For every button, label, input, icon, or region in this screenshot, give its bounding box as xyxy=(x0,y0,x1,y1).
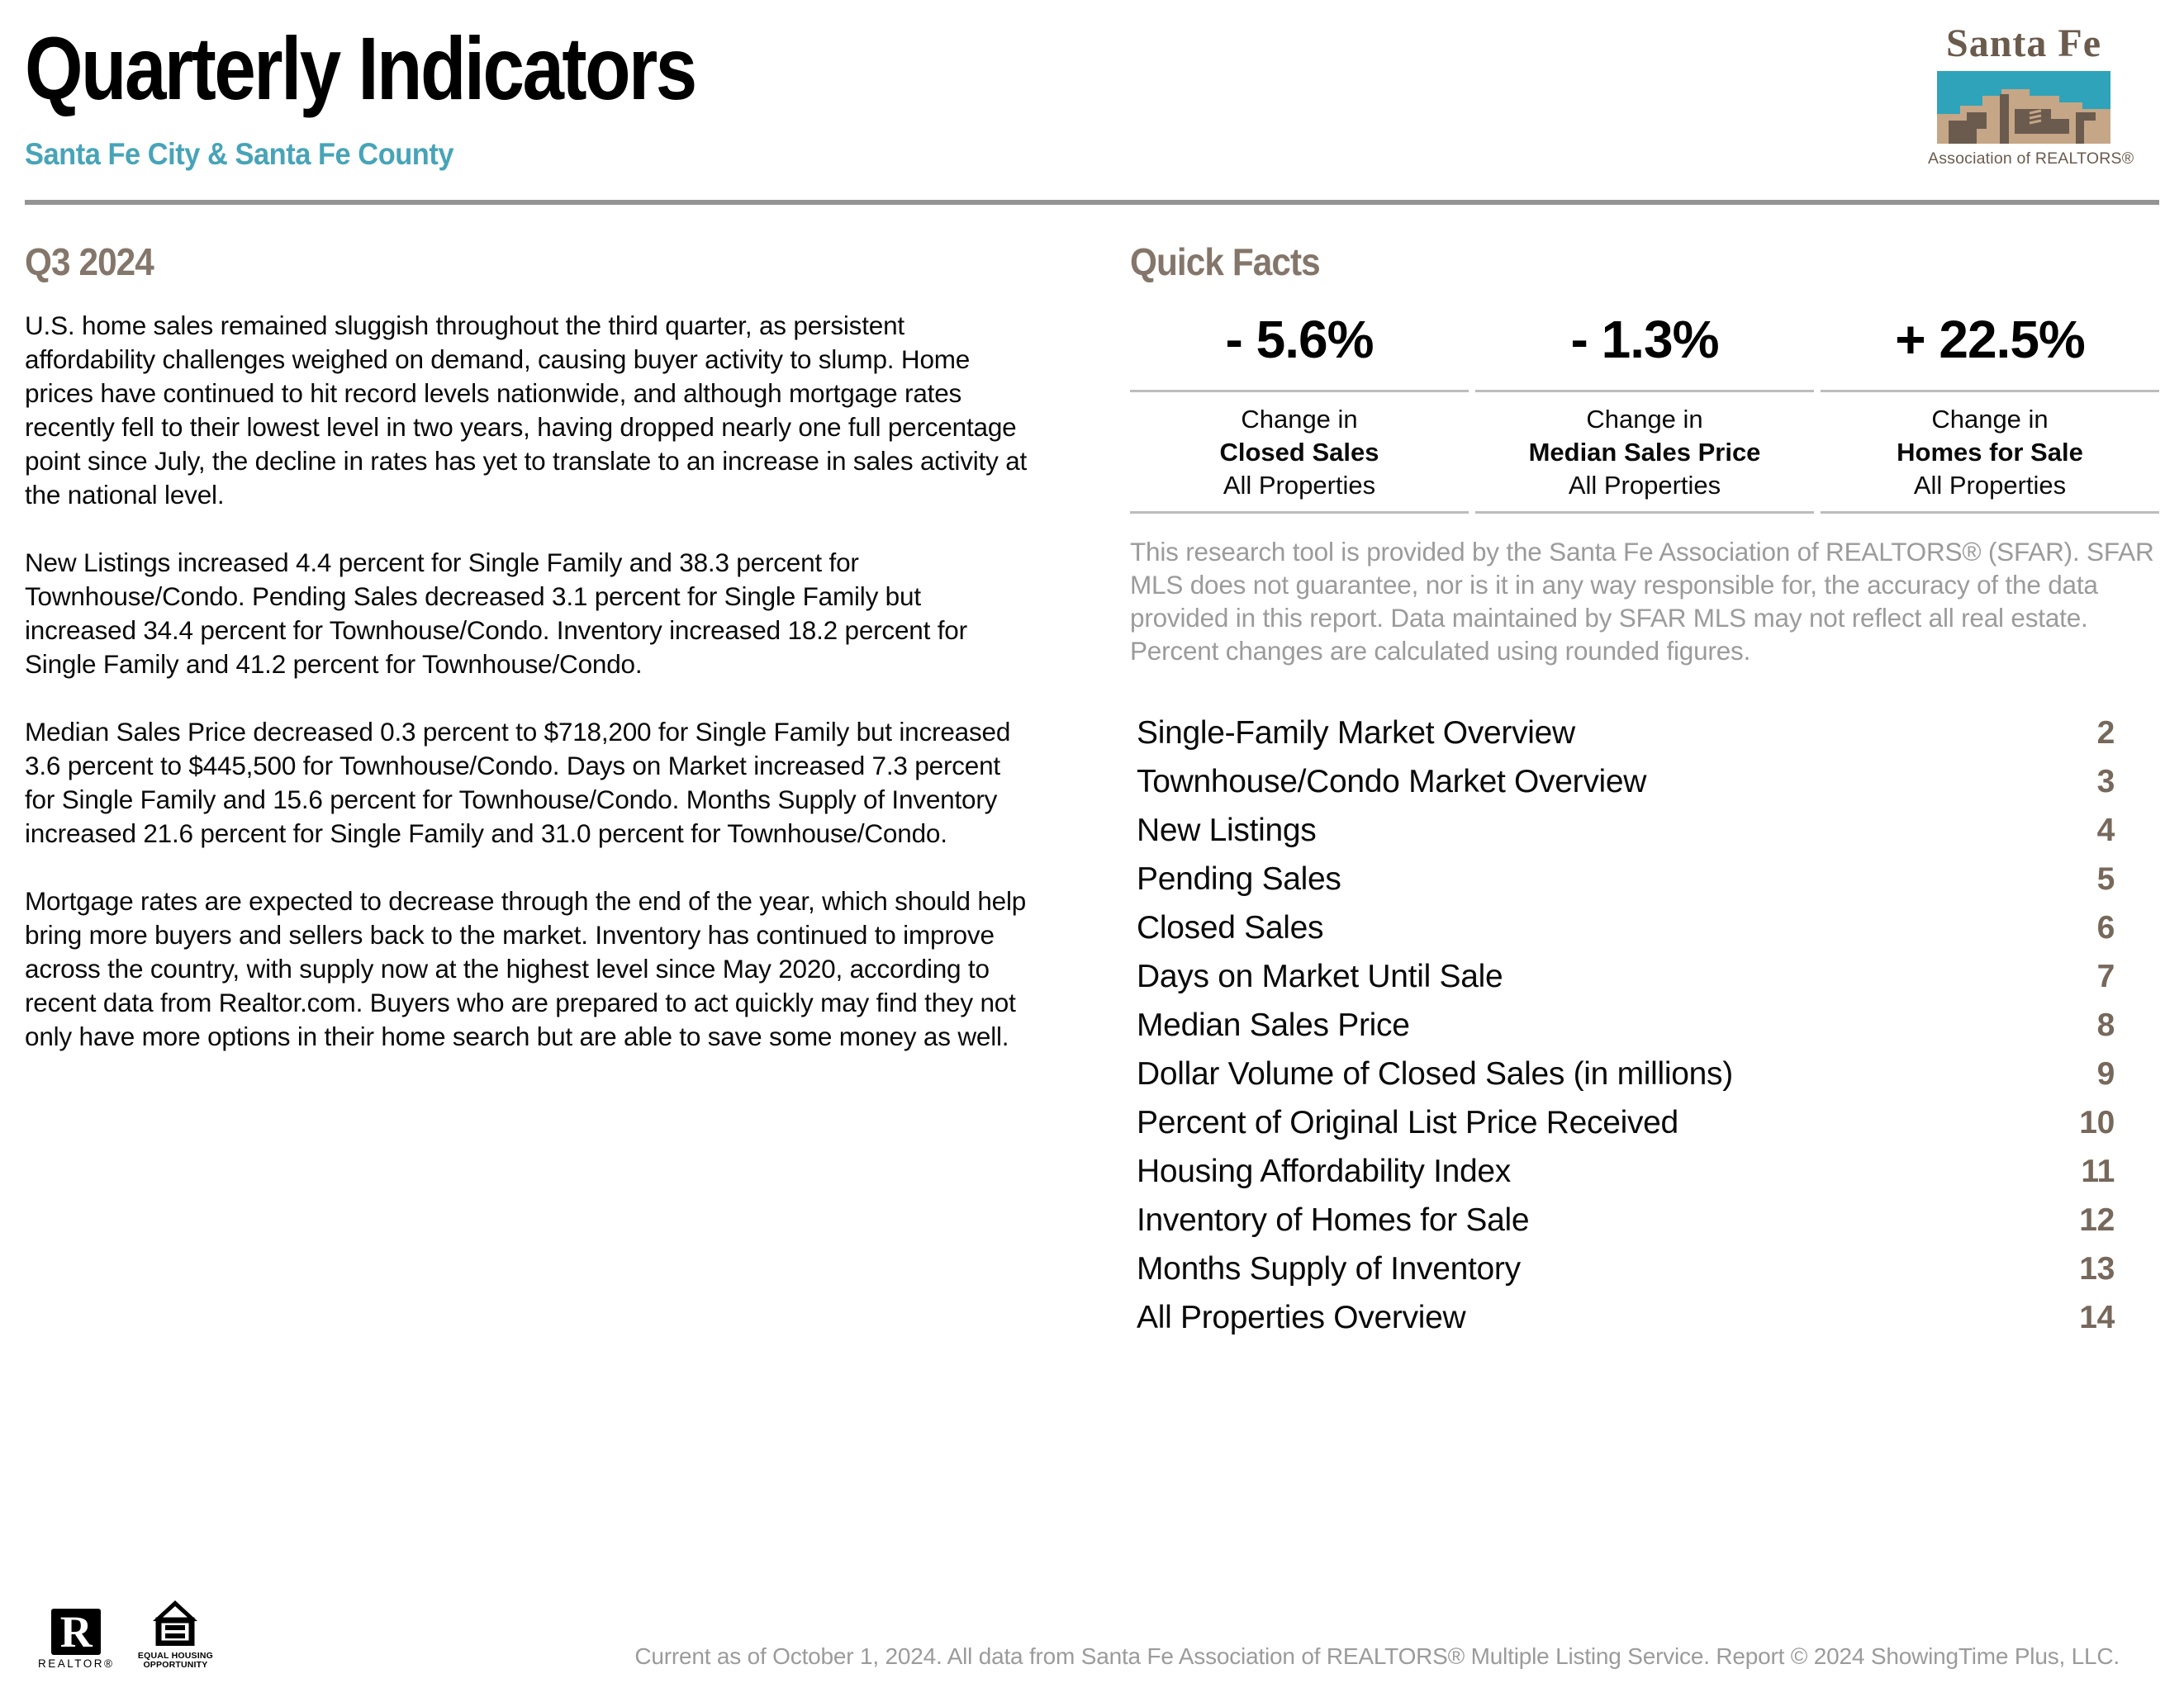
quick-facts-column xyxy=(1130,239,2159,1342)
header-divider xyxy=(25,200,2159,205)
quick-facts-heading: Quick Facts xyxy=(1130,240,1320,284)
santa-fe-logo xyxy=(1928,21,2134,168)
toc-item[interactable] xyxy=(1137,1050,2115,1098)
page-title: Quarterly Indicators xyxy=(25,18,696,118)
adobe-skyline-icon xyxy=(1937,71,2110,144)
toc-item-page: 13 xyxy=(2079,1250,2115,1287)
toc-item[interactable] xyxy=(1137,1244,2115,1293)
toc-item-page: 5 xyxy=(2096,860,2115,897)
equal-housing-label: EQUAL HOUSING OPPORTUNITY xyxy=(137,1651,214,1670)
stat-value: + 22.5% xyxy=(1895,310,2085,370)
stat-closed-sales xyxy=(1130,309,1469,514)
quarter-heading: Q3 2024 xyxy=(25,240,154,284)
toc-item[interactable] xyxy=(1137,1196,2115,1244)
toc-item[interactable] xyxy=(1137,1147,2115,1196)
toc-item-label: Inventory of Homes for Sale xyxy=(1137,1202,1530,1238)
stat-caption xyxy=(1475,390,1814,514)
stat-caption-line: Change in xyxy=(1931,405,2049,434)
equal-housing-logo xyxy=(135,1600,215,1670)
stat-caption-metric: Median Sales Price xyxy=(1528,438,1761,467)
realtor-logo-label: REALTOR® xyxy=(38,1657,115,1670)
toc-item-label: Townhouse/Condo Market Overview xyxy=(1137,763,1647,799)
toc-item-page: 7 xyxy=(2096,958,2115,994)
toc-item[interactable] xyxy=(1137,855,2115,903)
toc-item-label: Single-Family Market Overview xyxy=(1137,714,1575,751)
toc-item[interactable] xyxy=(1137,1293,2115,1342)
stat-caption xyxy=(1130,390,1469,514)
toc-item-label: Closed Sales xyxy=(1137,909,1324,946)
toc-item-page: 4 xyxy=(2096,812,2115,848)
footer-fine-print: Current as of October 1, 2024. All data from Santa Fe Association of REALTORS® Multiple Listing Service. Report © 2024 ShowingTime Plus, LLC. xyxy=(634,1643,2120,1669)
narrative-paragraph: Mortgage rates are expected to decrease through the end of the year, which should help bring more buyers and sellers back to the market. Inventory has continued to improve across the country, with supply now at the highest level since May 2020, according to recent data from Realtor.com. Buyers who are prepared to act quickly may find they not only have more options in their home search but are able to save some money as well. xyxy=(25,886,1027,1052)
toc-item-page: 12 xyxy=(2079,1202,2115,1238)
masthead xyxy=(25,18,2159,172)
toc-item-label: Months Supply of Inventory xyxy=(1137,1250,1521,1287)
toc-item[interactable] xyxy=(1137,952,2115,1001)
toc-item-page: 11 xyxy=(2081,1153,2115,1189)
santa-fe-logo-wordmark: Santa Fe xyxy=(1946,21,2101,65)
toc-item-label: Housing Affordability Index xyxy=(1137,1153,1511,1189)
narrative-paragraph: U.S. home sales remained sluggish throughout the third quarter, as persistent affordability challenges weighed on demand, causing buyer activity to slump. Home prices have continued to hit record levels nationwide, and although mortgage rates recently fell to their lowest level in two years, having dropped nearly one full percentage point since July, the decline in rates has yet to translate to an increase in sales activity at the national level. xyxy=(25,311,1028,510)
stat-caption-metric: Homes for Sale xyxy=(1897,438,2083,467)
stat-median-sales-price xyxy=(1475,309,1814,514)
toc-item-page: 14 xyxy=(2079,1299,2115,1335)
footer-badges xyxy=(38,1600,215,1670)
toc-item-label: Percent of Original List Price Received xyxy=(1137,1104,1678,1140)
toc-item-page: 2 xyxy=(2096,714,2115,751)
masthead-titles xyxy=(25,18,823,172)
stat-caption-metric: Closed Sales xyxy=(1219,438,1379,467)
quick-facts-stats xyxy=(1130,309,2159,514)
main-content xyxy=(25,239,2159,1342)
toc-item-label: Pending Sales xyxy=(1137,860,1341,897)
stat-caption-scope: All Properties xyxy=(1568,471,1721,500)
toc-item[interactable] xyxy=(1137,903,2115,952)
stat-caption-scope: All Properties xyxy=(1913,471,2067,500)
stat-caption-line: Change in xyxy=(1586,405,1703,434)
toc-item-page: 10 xyxy=(2079,1104,2115,1140)
narrative-paragraph: New Listings increased 4.4 percent for Single Family and 38.3 percent for Townhouse/Condo. Pending Sales decreased 3.1 percent for Single Family but increased 34.4 percent for Townhouse/Condo. Inventory increased 18.2 percent for Single Family and 41.2 percent for Townhouse/Condo. xyxy=(25,548,967,680)
toc-item-page: 6 xyxy=(2096,909,2115,946)
toc-item-page: 3 xyxy=(2096,763,2115,799)
stat-value: - 5.6% xyxy=(1225,310,1374,370)
narrative-paragraph: Median Sales Price decreased 0.3 percent to $718,200 for Single Family but increased 3.6 percent to $445,500 for Townhouse/Condo. Days on Market increased 7.3 percent for Single Family and 15.6 percent for Townhouse/Condo. Months Supply of Inventory increased 21.6 percent for Single Family and 31.0 percent for Townhouse/Condo. xyxy=(25,717,1011,849)
narrative-column xyxy=(25,239,1031,1088)
realtor-r-icon: R xyxy=(51,1609,101,1655)
toc-item-label: Median Sales Price xyxy=(1137,1007,1410,1043)
toc-item-label: New Listings xyxy=(1137,812,1317,848)
toc-item[interactable] xyxy=(1137,806,2115,855)
page-subtitle: Santa Fe City & Santa Fe County xyxy=(25,137,454,172)
disclaimer-text: This research tool is provided by the Santa Fe Association of REALTORS® (SFAR). SFAR MLS does not guarantee, nor is it in any way responsible for, the accuracy of the data provided in this report. Data maintained by SFAR MLS may not reflect all real estate. Percent changes are calculated using rounded figures. xyxy=(1130,537,2154,666)
toc-item[interactable] xyxy=(1137,1001,2115,1050)
stat-homes-for-sale xyxy=(1821,309,2159,514)
realtor-logo xyxy=(38,1609,114,1670)
toc-item-label: All Properties Overview xyxy=(1137,1299,1466,1335)
stat-caption xyxy=(1821,390,2159,514)
table-of-contents xyxy=(1130,709,2159,1342)
toc-item-label: Days on Market Until Sale xyxy=(1137,958,1503,994)
santa-fe-logo-tagline: Association of REALTORS® xyxy=(1928,149,2134,168)
stat-caption-scope: All Properties xyxy=(1223,471,1376,500)
stat-caption-line: Change in xyxy=(1241,405,1358,434)
toc-item[interactable] xyxy=(1137,757,2115,806)
toc-item[interactable] xyxy=(1137,709,2115,757)
toc-item-page: 9 xyxy=(2096,1055,2115,1092)
stat-value: - 1.3% xyxy=(1570,310,1719,370)
equal-housing-icon xyxy=(151,1600,199,1646)
toc-item-label: Dollar Volume of Closed Sales (in millions) xyxy=(1137,1055,1733,1092)
page-footer xyxy=(38,1600,2120,1670)
toc-item-page: 8 xyxy=(2096,1007,2115,1043)
toc-item[interactable] xyxy=(1137,1098,2115,1147)
